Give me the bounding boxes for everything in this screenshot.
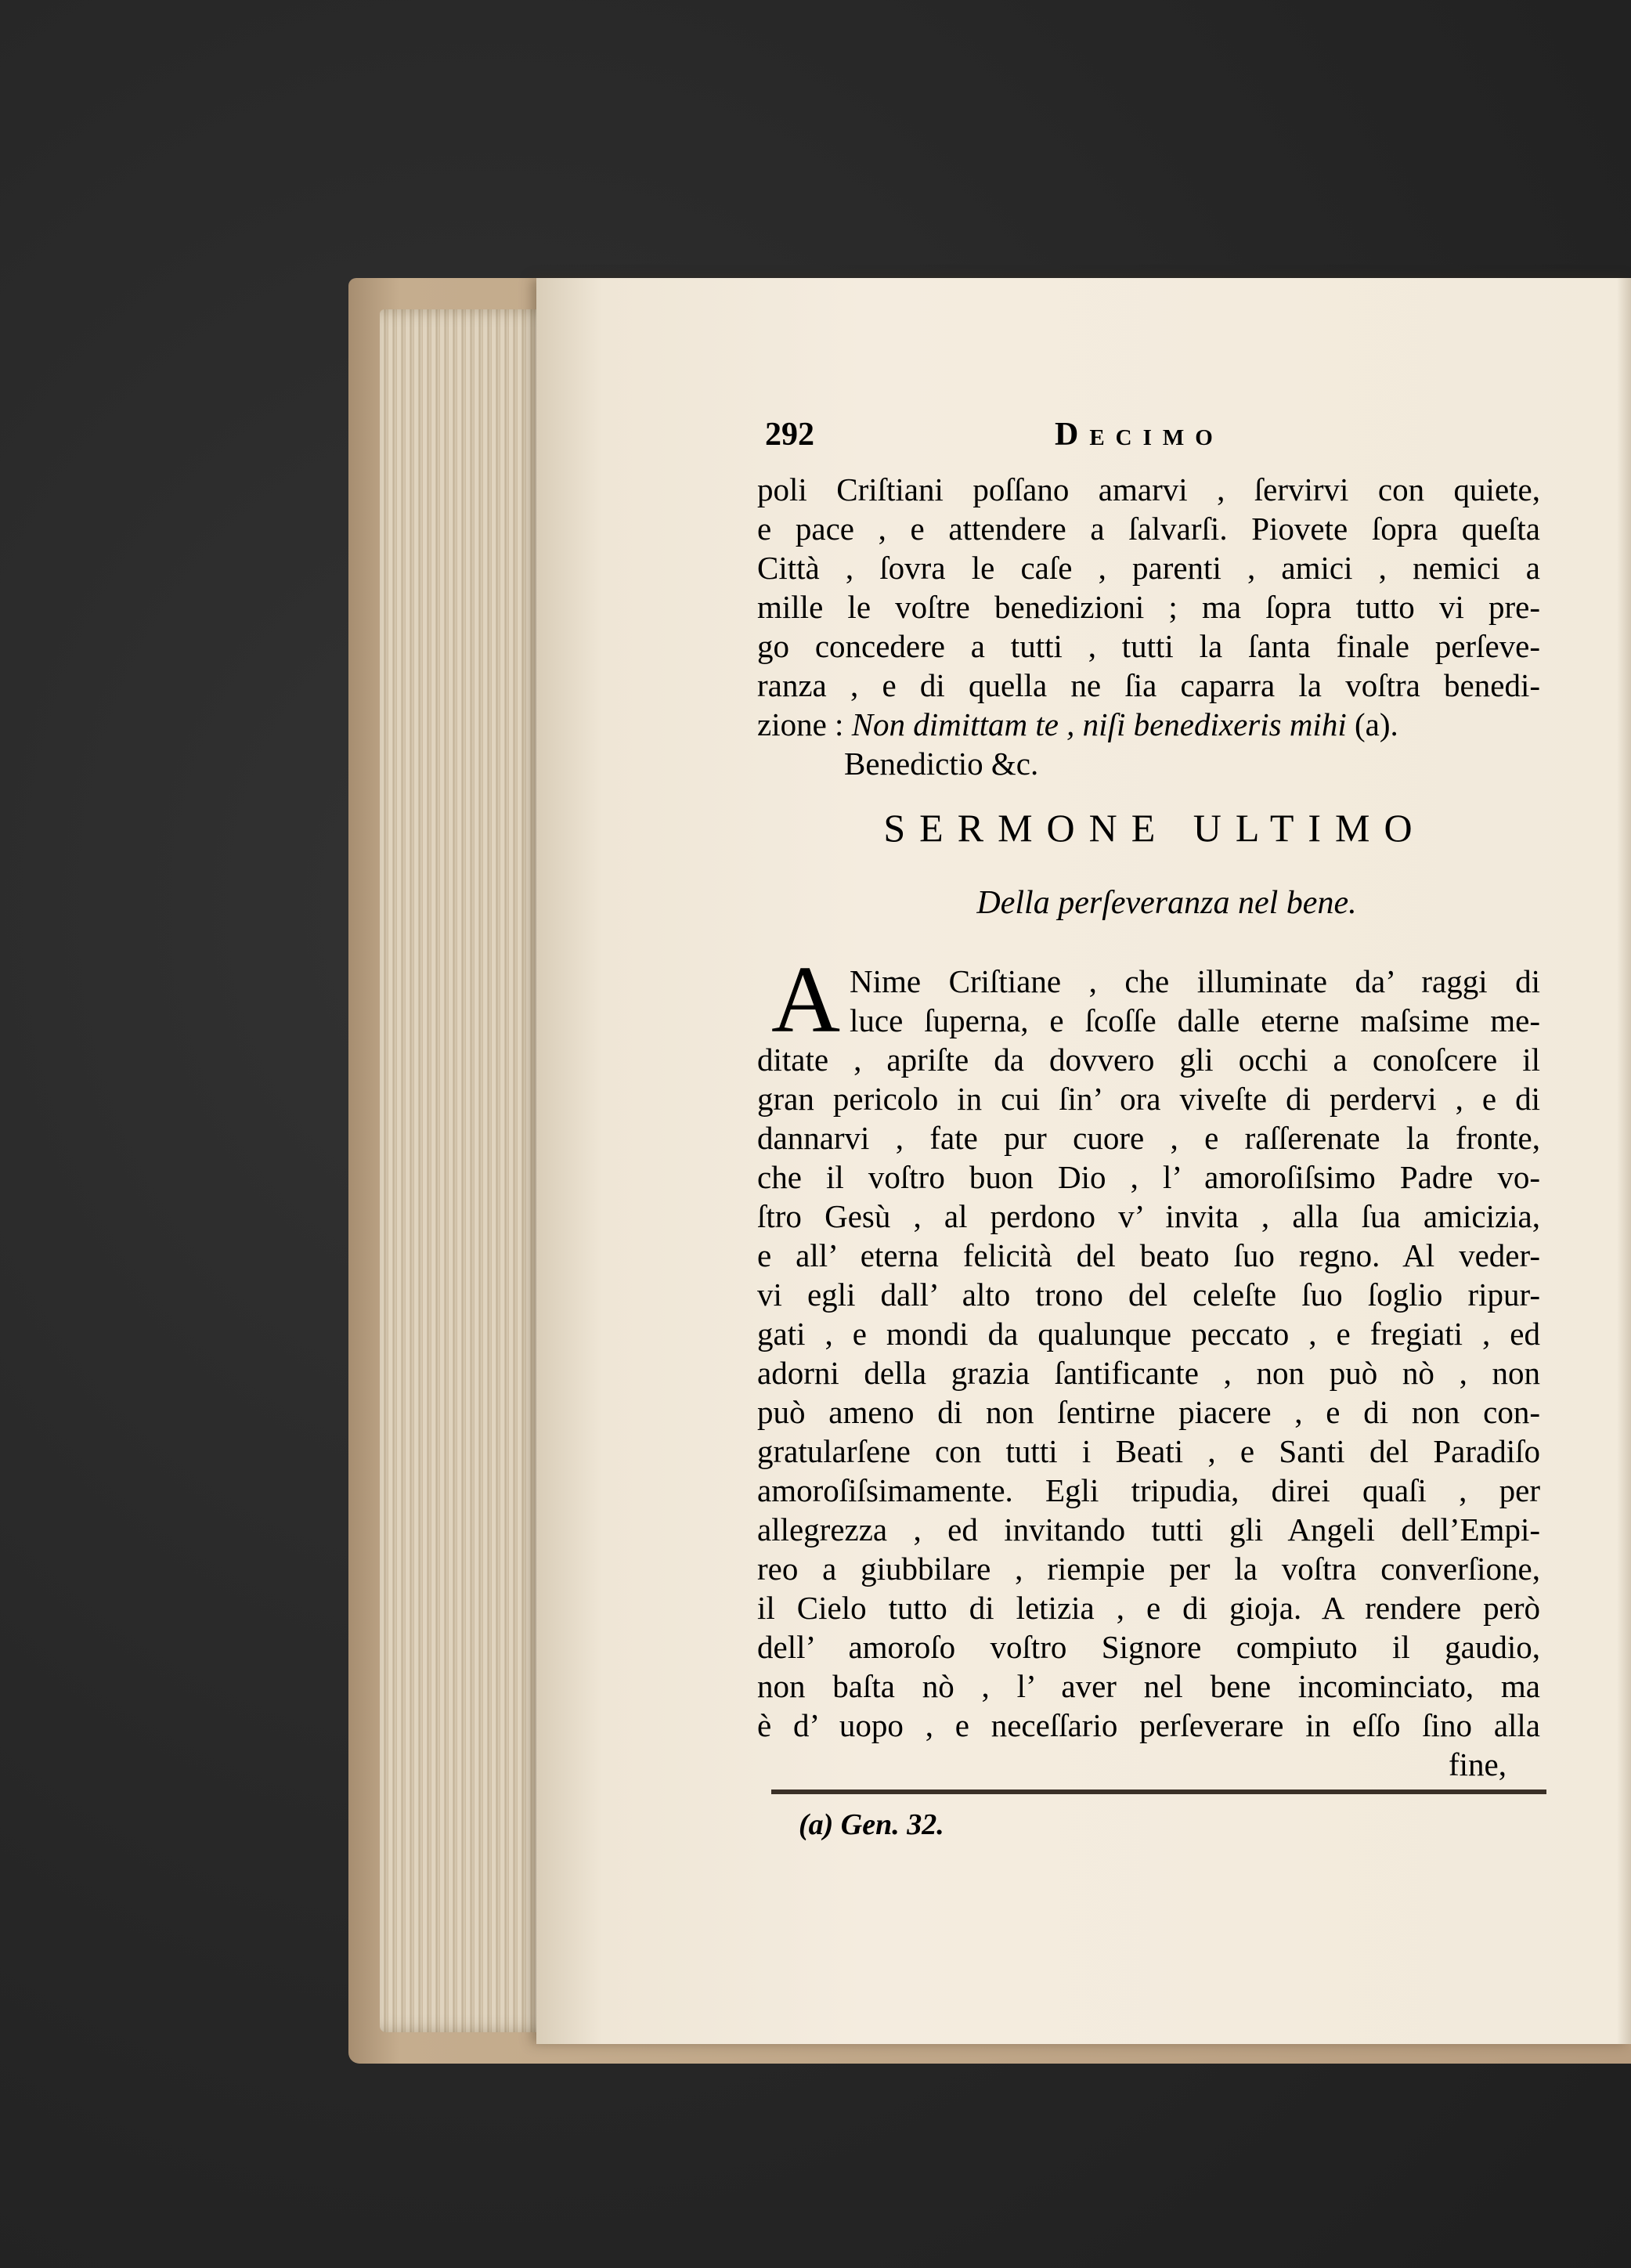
- text-line: Città , ſovra le caſe , parenti , amici , nemici a: [757, 550, 1540, 586]
- text-line: luce ſuperna, e ſcoſſe dalle eterne maſsime me-: [850, 1002, 1540, 1038]
- running-head: [757, 411, 1274, 458]
- text-line-last: [757, 705, 1398, 744]
- text-line: ditate , apriſte da dovvero gli occhi a conoſcere il: [757, 1042, 1540, 1078]
- text-plain: zione :: [757, 706, 852, 742]
- sermon-title: SERMONE ULTIMO: [883, 806, 1427, 850]
- sermon-subtitle: Della perſeveranza nel bene.: [976, 885, 1357, 921]
- text-line: allegrezza , ed invitando tutti gli Angeli dell’Empi-: [757, 1511, 1540, 1548]
- text-line: il Cielo tutto di letizia , e di gioja. A rendere però: [757, 1590, 1540, 1626]
- text-line: e all’ eterna felicità del beato ſuo regno. Al veder-: [757, 1237, 1540, 1273]
- text-line: può ameno di non ſentirne piacere , e di non con-: [757, 1394, 1540, 1430]
- text-line: mille le voſtre benedizioni ; ma ſopra tutto vi pre-: [757, 589, 1540, 625]
- running-title: Decimo: [1055, 417, 1224, 453]
- text-line: ranza , e di quella ne ſia caparra la voſtra benedi-: [757, 667, 1540, 703]
- footnote-reference: (a).: [1346, 706, 1398, 742]
- text-line: ſtro Gesù , al perdono v’ invita , alla ſua amicizia,: [757, 1198, 1540, 1234]
- text-line: dell’ amoroſo voſtro Signore compiuto il gaudio,: [757, 1629, 1540, 1665]
- text-line: poli Criſtiani poſſano amarvi , ſervirvi con quiete,: [757, 471, 1540, 507]
- text-line: non baſta nò , l’ aver nel bene incominciato, ma: [757, 1668, 1540, 1704]
- footnote: (a) Gen. 32.: [799, 1808, 944, 1841]
- text-line: gran pericolo in cui ſin’ ora viveſte di perdervi , e di: [757, 1081, 1540, 1117]
- text-line: e pace , e attendere a ſalvarſi. Piovete ſopra queſta: [757, 511, 1540, 547]
- text-line: go concedere a tutti , tutti la ſanta finale perſeve-: [757, 628, 1540, 664]
- text-line: Nime Criſtiane , che illuminate da’ raggi di: [850, 963, 1540, 999]
- text-line: dannarvi , fate pur cuore , e raſſerenate la fronte,: [757, 1120, 1540, 1156]
- text-line: gratularſene con tutti i Beati , e Santi del Paradiſo: [757, 1433, 1540, 1469]
- text-line: che il voſtro buon Dio , l’ amoroſiſsimo Padre vo-: [757, 1159, 1540, 1195]
- text-line: amoroſiſsimamente. Egli tripudia, direi quaſi , per: [757, 1472, 1540, 1508]
- closing-formula: Benedictio &c.: [844, 746, 1039, 782]
- footnote-rule: [771, 1789, 1546, 1794]
- latin-quote: Non dimittam te , niſi benedixeris mihi: [851, 706, 1347, 742]
- text-line: è d’ uopo , e neceſſario perſeverare in eſſo ſino alla: [757, 1707, 1540, 1743]
- text-line: vi egli dall’ alto trono del celeſte ſuo ſoglio ripur-: [757, 1277, 1540, 1313]
- page-number: 292: [765, 417, 814, 453]
- text-line: adorni della grazia ſantificante , non può nò , non: [757, 1355, 1540, 1391]
- text-line: gati , e mondi da qualunque peccato , e fregiati , ed: [757, 1316, 1540, 1352]
- drop-capital: A: [771, 947, 841, 1053]
- catchword: fine,: [1449, 1746, 1507, 1782]
- text-line: reo a giubbilare , riempie per la voſtra converſione,: [757, 1551, 1540, 1587]
